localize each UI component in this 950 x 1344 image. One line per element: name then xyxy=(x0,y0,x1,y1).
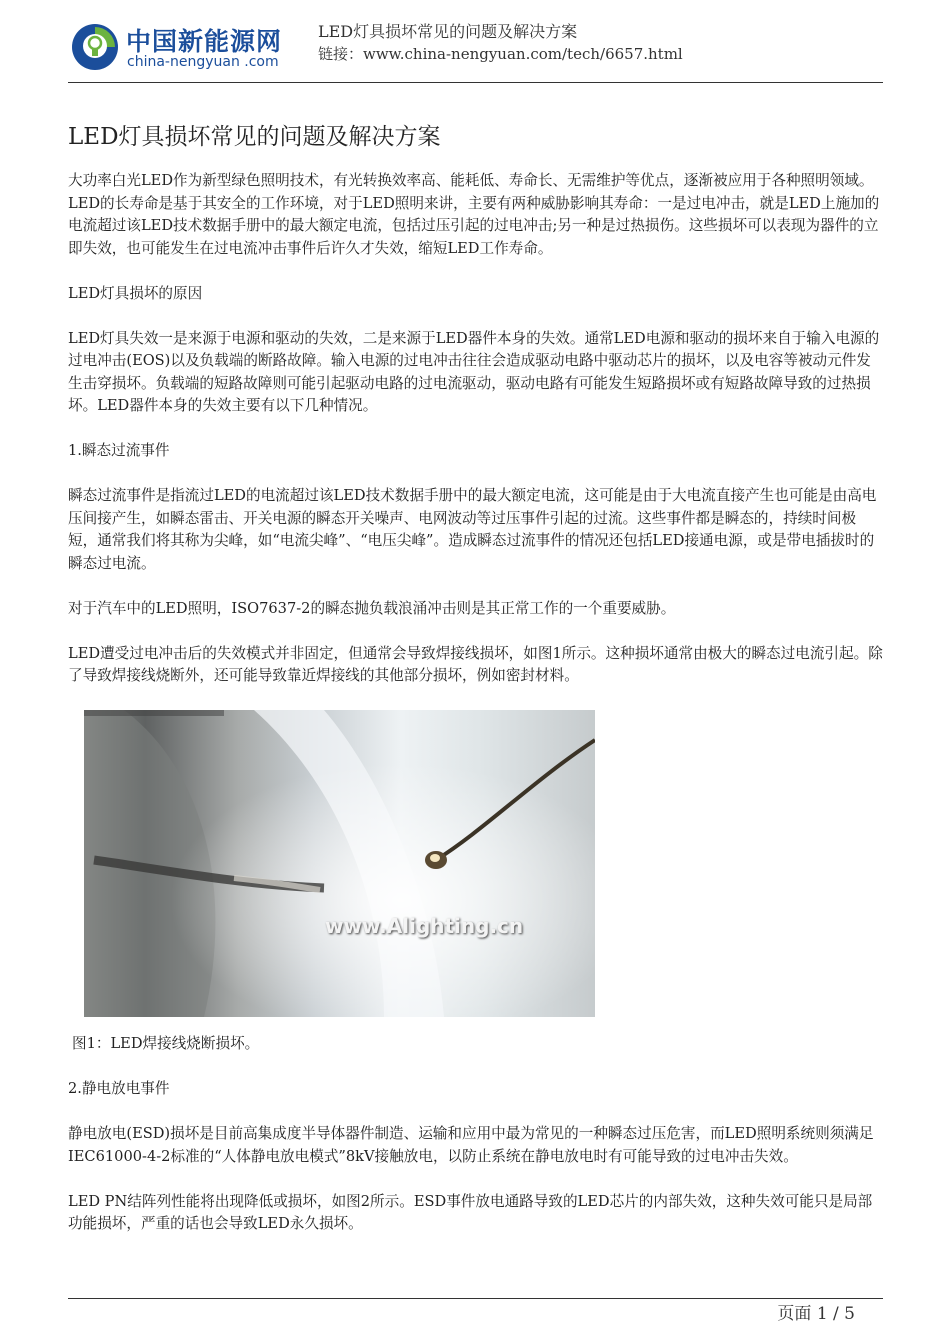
page-number: 页面 1 / 5 xyxy=(777,1304,855,1324)
paragraph: 瞬态过流事件是指流过LED的电流超过该LED技术数据手册中的最大额定电流，这可能是由于大电流直接产生也可能是由高电压间接产生，如瞬态雷击、开关电源的瞬态开关噪声、电网波动等过压事件引起的过流。这些事件都是瞬态的，持续时间极短，通常我们将其称为尖峰，如“电流尖峰”、“电压尖峰”。造成瞬态过流事件的情况还包括LED接通电源，或是带电插拔时的瞬态过电流。 xyxy=(68,487,877,572)
header-source-link[interactable]: 链接：www.china-nengyuan.com/tech/6657.html xyxy=(318,45,683,63)
section-heading: LED灯具损坏的原因 xyxy=(68,284,203,302)
section-heading: 2.静电放电事件 xyxy=(68,1080,170,1097)
header-document-title: LED灯具损坏常见的问题及解决方案 xyxy=(318,22,578,41)
figure-caption: 图1：LED焊接线烧断损坏。 xyxy=(72,1035,260,1052)
lightbulb-logo-icon xyxy=(70,22,120,72)
site-logo[interactable] xyxy=(70,20,300,78)
paragraph: LED PN结阵列性能将出现降低或损坏，如图2所示。ESD事件放电通路导致的LED芯片的内部失效，这种失效可能只是局部功能损坏，严重的话也会导致LED永久损坏。 xyxy=(68,1192,873,1232)
page-header xyxy=(0,0,950,84)
footer-divider xyxy=(68,1298,883,1299)
article-title: LED灯具损坏常见的问题及解决方案 xyxy=(68,124,441,150)
paragraph: 对于汽车中的LED照明，ISO7637-2的瞬态抛负载浪涌冲击则是其正常工作的一个重要威胁。 xyxy=(68,599,676,617)
logo-chinese-name: 中国新能源网 xyxy=(126,27,283,56)
logo-domain: china-nengyuan .com xyxy=(127,54,279,70)
figure-watermark: www.Alighting.cn xyxy=(325,914,524,938)
paragraph: 大功率白光LED作为新型绿色照明技术，有光转换效率高、能耗低、寿命长、无需维护等优点，逐渐被应用于各种照明领域。LED的长寿命是基于其安全的工作环境，对于LED照明来讲，主要有两种威胁影响其寿命：一是过电冲击，就是LED上施加的电流超过该LED技术数据手册中的最大额定电流，包括过压引起的过电冲击;另一种是过热损伤。这些损坏可以表现为器件的立即失效，也可能发生在过电流冲击事件后许久才失效，缩短LED工作寿命。 xyxy=(68,172,880,257)
paragraph: 静电放电(ESD)损坏是目前高集成度半导体器件制造、运输和应用中最为常见的一种瞬态过压危害，而LED照明系统则须满足IEC61000-4-2标准的“人体静电放电模式”8kV接触放电，以防止系统在静电放电时有可能导致的过电冲击失效。 xyxy=(68,1125,874,1165)
article-body xyxy=(68,170,884,1258)
paragraph: LED灯具失效一是来源于电源和驱动的失效，二是来源于LED器件本身的失效。通常LED电源和驱动的损坏来自于输入电源的过电冲击(EOS)以及负载端的断路故障。输入电源的过电冲击往往会造成驱动电路中驱动芯片的损坏，以及电容等被动元件发生击穿损坏。负载端的短路故障则可能引起驱动电路的过电流驱动，驱动电路有可能发生短路损坏或有短路故障导致的过热损坏。LED器件本身的失效主要有以下几种情况。 xyxy=(68,329,880,414)
header-divider xyxy=(68,82,883,83)
figure-bond-wire-photo xyxy=(84,710,595,1017)
section-heading: 1.瞬态过流事件 xyxy=(68,442,170,459)
paragraph: LED遭受过电冲击后的失效模式并非固定，但通常会导致焊接线损坏，如图1所示。这种损坏通常由极大的瞬态过电流引起。除了导致焊接线烧断外，还可能导致靠近焊接线的其他部分损坏，例如密封材料。 xyxy=(68,644,883,684)
